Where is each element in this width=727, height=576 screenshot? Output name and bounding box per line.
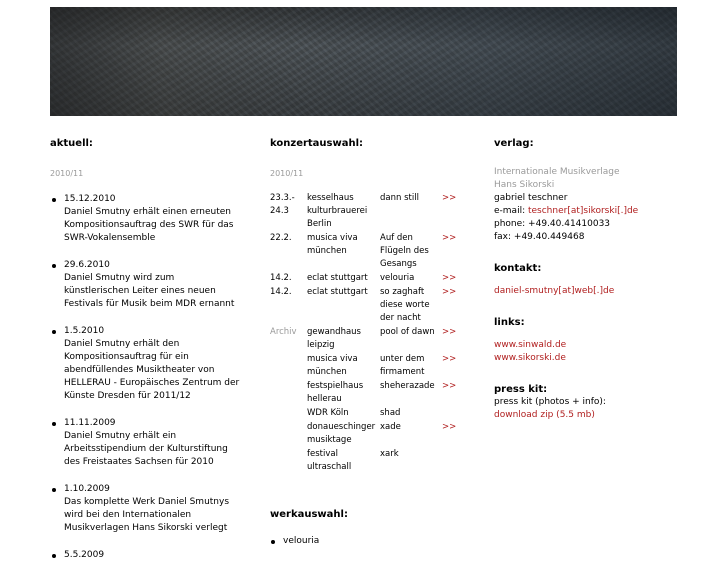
concert-date	[270, 353, 307, 380]
concert-more-link[interactable]: >>	[442, 327, 457, 337]
concert-date	[270, 380, 307, 407]
concert-work: sheherazade	[380, 381, 435, 391]
bullet-icon	[52, 488, 56, 492]
news-text: Daniel Smutny erhält einen erneuten Kompositionsauftrag des SWR für das SWR-Vokalensemble	[64, 207, 234, 243]
works-item[interactable]	[270, 535, 470, 548]
concert-row	[270, 407, 462, 421]
concert-more-cell	[442, 407, 462, 421]
concerts-year: 2010/11	[270, 169, 304, 178]
concert-work: Auf den Flügeln des Gesangs	[380, 233, 429, 269]
concert-more-cell	[442, 286, 462, 326]
bullet-icon	[52, 264, 56, 268]
concert-venue: festival ultraschall	[307, 449, 352, 472]
concert-row	[270, 192, 462, 232]
concert-more-cell	[442, 192, 462, 232]
concert-work: dann still	[380, 193, 419, 203]
presskit-heading: press kit:	[494, 384, 548, 395]
concert-row	[270, 380, 462, 407]
publisher-fax: fax: +49.40.449468	[494, 232, 585, 242]
concert-date: 14.2.	[270, 273, 292, 283]
news-item	[50, 549, 240, 562]
concert-venue: eclat stuttgart	[307, 273, 368, 283]
concert-row	[270, 232, 462, 272]
concert-venue: musica viva münchen	[307, 354, 358, 377]
news-date: 5.5.2009	[64, 550, 105, 560]
concert-work: velouria	[380, 273, 415, 283]
publisher-name	[494, 166, 674, 192]
concert-work: pool of dawn	[380, 327, 435, 337]
concert-more-cell	[442, 448, 462, 475]
concert-work: so zaghaft diese worte der nacht	[380, 287, 430, 323]
news-year: 2010/11	[50, 169, 84, 178]
news-text: Das komplette Werk Daniel Smutnys wird bei den Internationalen Musikverlagen Hans Sikorski verlegt	[64, 497, 230, 533]
concert-more-cell	[442, 380, 462, 407]
concert-venue: kesselhaus kulturbrauerei Berlin	[307, 193, 368, 229]
publisher-email-label: e-mail:	[494, 206, 528, 216]
concert-more-cell	[442, 353, 462, 380]
news-item	[50, 193, 240, 245]
concert-venue: donaueschinger musiktage	[307, 422, 376, 445]
bullet-icon	[52, 422, 56, 426]
concert-date	[270, 421, 307, 448]
concert-work: shad	[380, 408, 401, 418]
presskit-text: press kit (photos + info):	[494, 397, 606, 407]
header-banner-image	[50, 7, 677, 116]
concert-venue: gewandhaus leipzig	[307, 327, 361, 350]
concert-more-cell	[442, 421, 462, 448]
concert-more-link[interactable]: >>	[442, 273, 457, 283]
bullet-icon	[52, 198, 56, 202]
bullet-icon	[271, 540, 275, 544]
news-date: 29.6.2010	[64, 260, 110, 270]
concert-date: 22.2.	[270, 233, 292, 243]
news-item	[50, 483, 240, 535]
news-date: 1.10.2009	[64, 484, 110, 494]
news-text: Daniel Smutny wird zum künstlerischen Leiter eines neuen Festivals für Musik beim MDR ernannt	[64, 273, 235, 309]
concert-more-link[interactable]: >>	[442, 193, 457, 203]
concert-work: xark	[380, 449, 399, 459]
concert-venue: eclat stuttgart	[307, 287, 368, 297]
concert-venue: musica viva münchen	[307, 233, 358, 256]
news-item	[50, 259, 240, 311]
concert-more-link[interactable]: >>	[442, 287, 457, 297]
concerts-column	[270, 138, 470, 548]
news-column	[50, 138, 240, 576]
concert-date	[270, 407, 307, 421]
concert-more-cell	[442, 272, 462, 286]
links-heading: links:	[494, 317, 525, 328]
news-text: Daniel Smutny erhält den Kompositionsauftrag für ein abendfüllendes Musiktheater von HELLERAU - Europäisches Zentrum der Künste Dresden für 2011/12	[64, 339, 240, 401]
concerts-heading: konzertauswahl:	[270, 138, 364, 149]
concert-more-link[interactable]: >>	[442, 354, 457, 364]
works-heading: werkauswahl:	[270, 509, 348, 520]
concert-row	[270, 286, 462, 326]
concert-row	[270, 326, 462, 353]
works-item-label: velouria	[283, 536, 320, 546]
publisher-email-row	[494, 205, 674, 218]
publisher-contact-name: gabriel teschner	[494, 193, 568, 203]
news-text: Daniel Smutny erhält ein Arbeitsstipendium der Kulturstiftung des Freistaates Sachsen für 2010	[64, 431, 228, 467]
publisher-email-link[interactable]: teschner[at]sikorski[.]de	[527, 206, 639, 216]
external-link[interactable]: www.sikorski.de	[494, 353, 566, 363]
concert-row	[270, 448, 462, 475]
contact-email-link[interactable]: daniel-smutny[at]web[.]de	[494, 286, 615, 296]
concert-more-link[interactable]: >>	[442, 422, 457, 432]
concert-work: xade	[380, 422, 401, 432]
contact-heading: kontakt:	[494, 263, 542, 274]
news-date: 11.11.2009	[64, 418, 116, 428]
concert-work: unter dem firmament	[380, 354, 425, 377]
presskit-download-link[interactable]: download zip (5.5 mb)	[494, 410, 595, 420]
concert-row	[270, 421, 462, 448]
external-link[interactable]: www.sinwald.de	[494, 340, 567, 350]
concert-row	[270, 272, 462, 286]
news-date: 15.12.2010	[64, 194, 116, 204]
concert-more-link[interactable]: >>	[442, 381, 457, 391]
concert-row	[270, 353, 462, 380]
bullet-icon	[52, 554, 56, 558]
concert-date: 23.3.- 24.3	[270, 193, 295, 216]
works-list	[270, 535, 470, 548]
info-column	[494, 138, 674, 422]
news-item	[50, 325, 240, 403]
concert-more-cell	[442, 326, 462, 353]
publisher-line-2: Hans Sikorski	[494, 180, 555, 190]
publisher-heading: verlag:	[494, 138, 534, 149]
news-date: 1.5.2010	[64, 326, 105, 336]
news-item	[50, 417, 240, 469]
concert-more-cell	[442, 232, 462, 272]
concert-venue: WDR Köln	[307, 408, 349, 418]
links-list	[494, 339, 674, 365]
concerts-table	[270, 192, 462, 475]
concert-venue: festspielhaus hellerau	[307, 381, 364, 404]
concert-date: 14.2.	[270, 287, 292, 297]
concert-more-link[interactable]: >>	[442, 233, 457, 243]
bullet-icon	[52, 330, 56, 334]
news-heading: aktuell:	[50, 138, 93, 149]
publisher-line-1: Internationale Musikverlage	[494, 167, 620, 177]
publisher-phone: phone: +49.40.41410033	[494, 219, 611, 229]
news-list	[50, 193, 240, 562]
concert-date	[270, 448, 307, 475]
archive-label: Archiv	[270, 327, 297, 337]
